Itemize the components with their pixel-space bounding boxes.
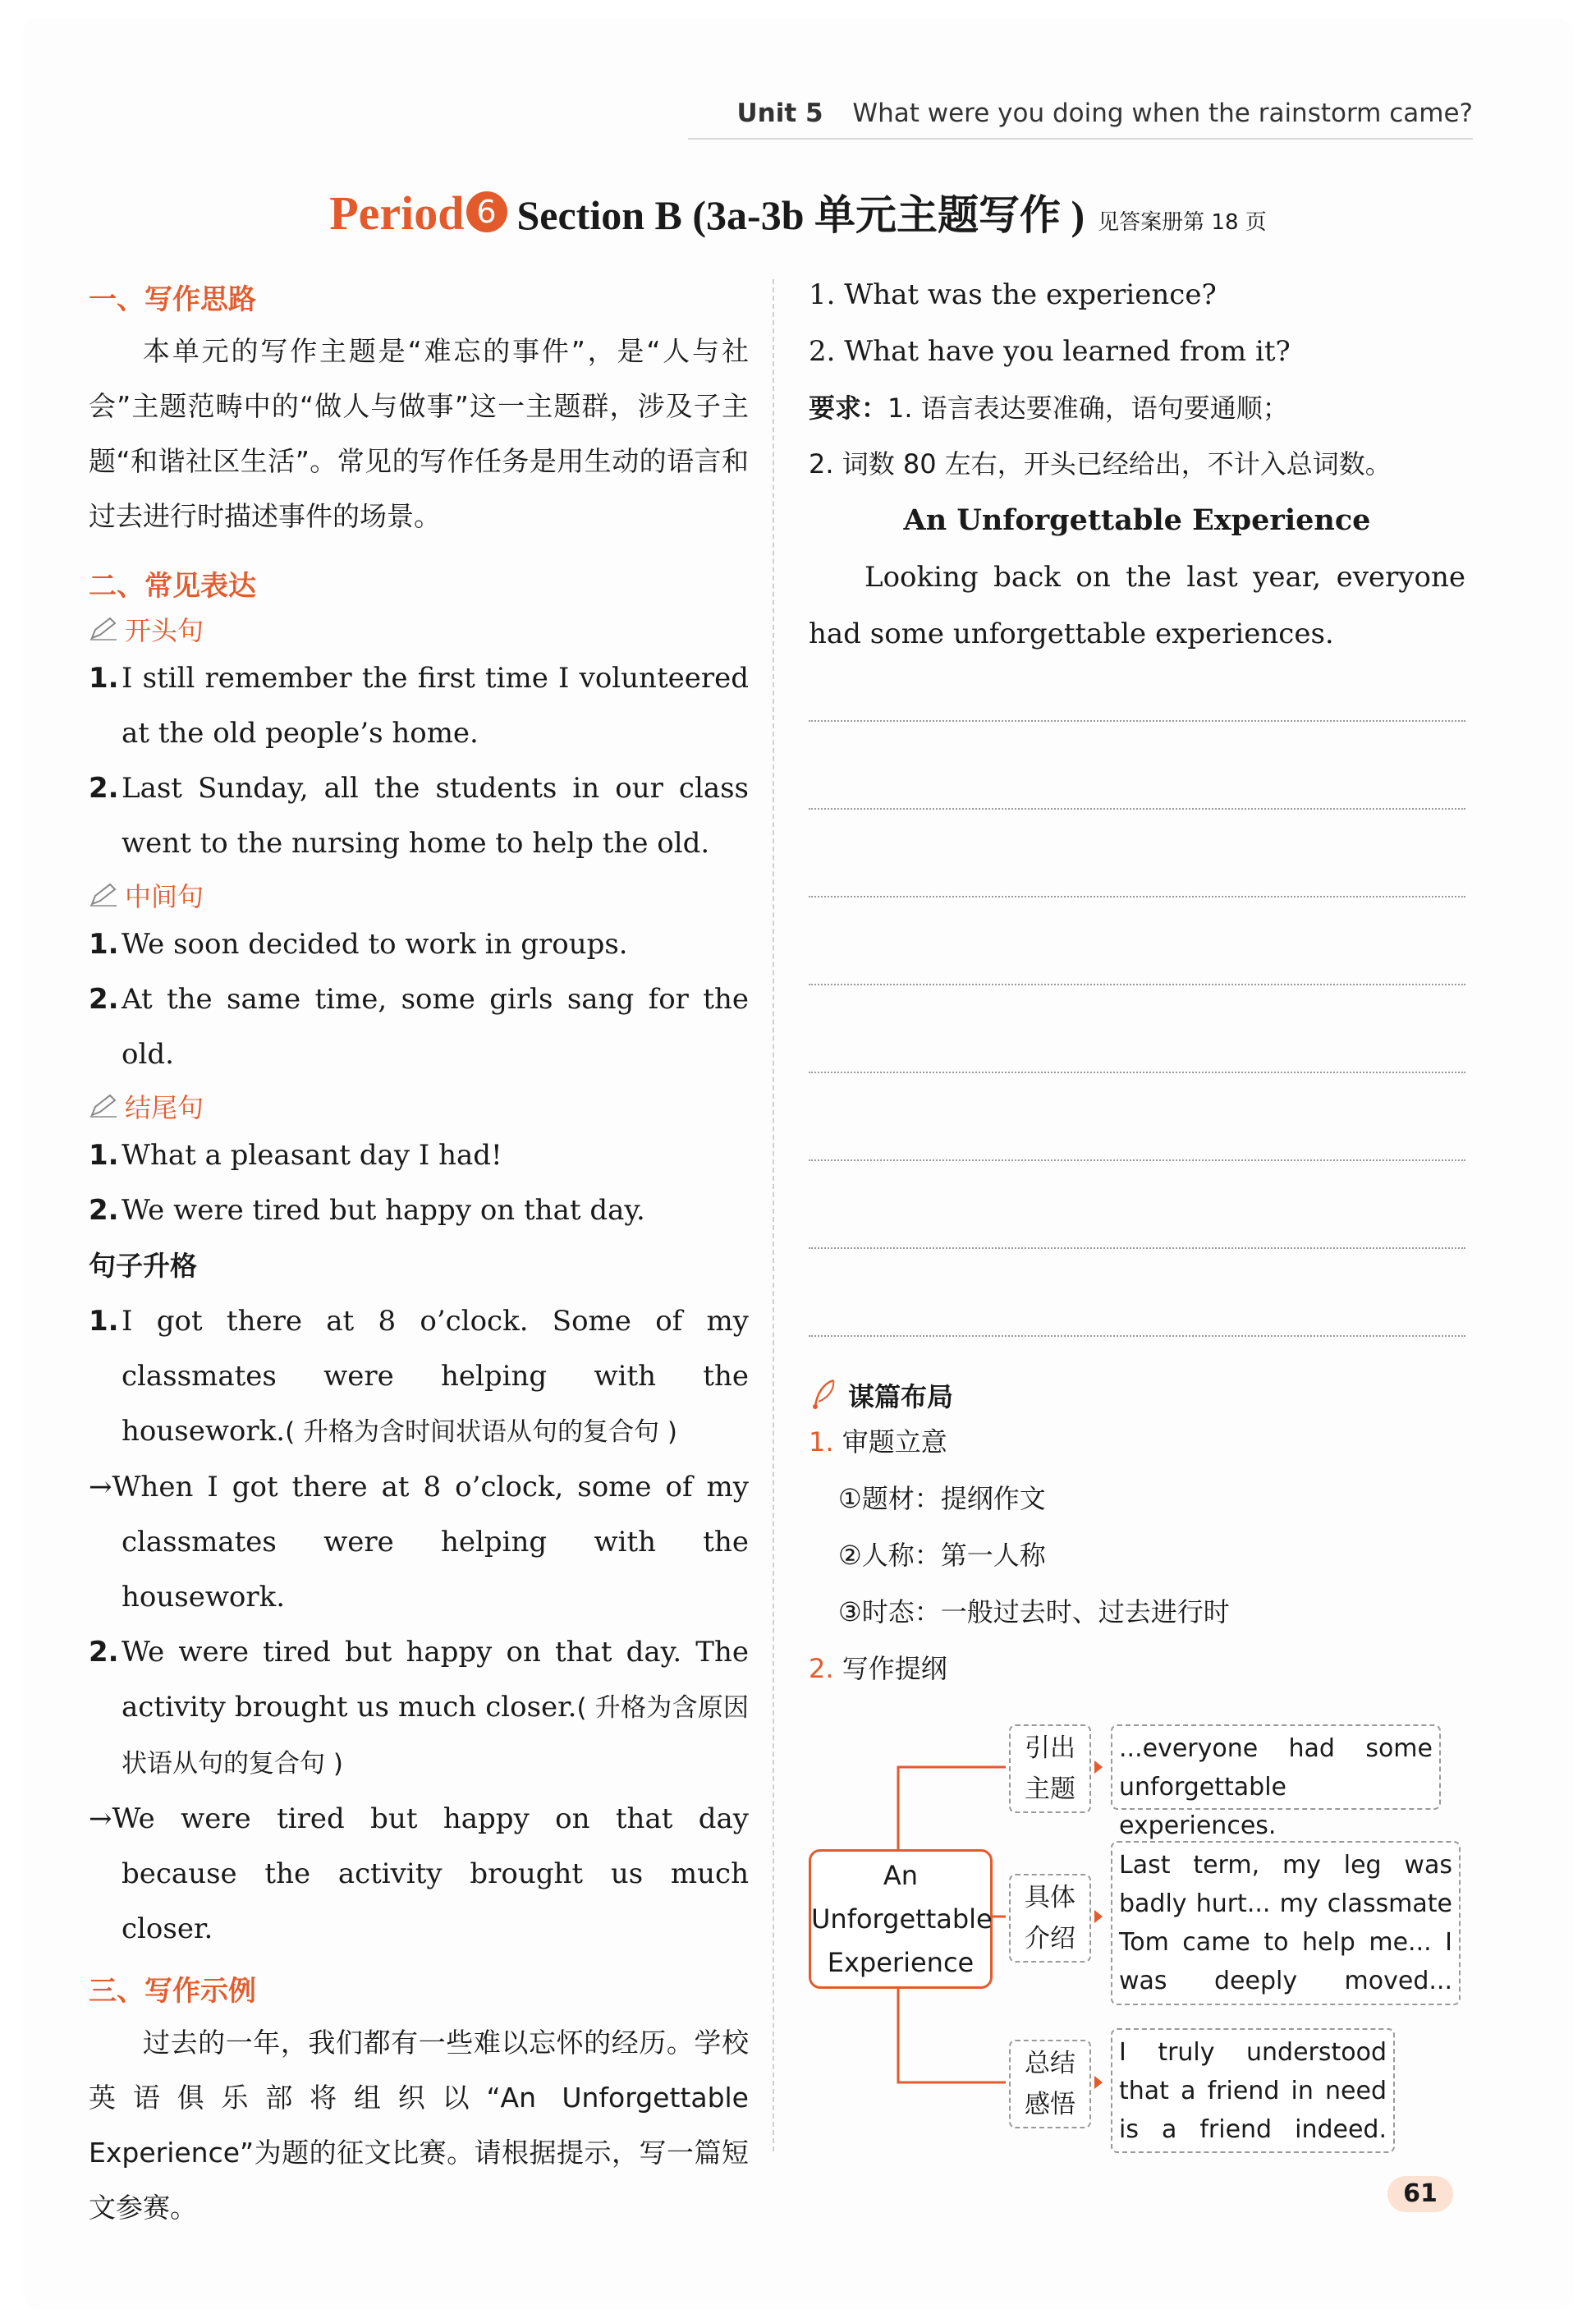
ending-sentences-label: 结尾句 bbox=[125, 1092, 204, 1123]
writing-example-heading: 三、写作示例 bbox=[89, 1975, 256, 2008]
item-number: 1. bbox=[89, 1305, 119, 1338]
node-label: 总结 bbox=[1025, 2049, 1075, 2078]
requirement-line bbox=[809, 380, 1465, 436]
item-number: 2. bbox=[89, 1636, 119, 1669]
right-column bbox=[809, 267, 1465, 1697]
node-text-line: badly hurt... my classmate bbox=[1119, 1889, 1452, 1918]
writing-example-paragraph: 过去的一年，我们都有一些难以忘怀的经历。学校英语俱乐部将组织以“An Unforgettable Experience”为题的征文比赛。请根据提示，写一篇短文参赛。 bbox=[89, 2027, 749, 2224]
period-label: Period bbox=[329, 186, 465, 240]
node-label: 主题 bbox=[1025, 1774, 1075, 1804]
item-text: I still remember the first time I volunteered at the old people’s home. bbox=[122, 662, 749, 750]
item-number: 2. bbox=[89, 1194, 119, 1227]
item-number: 2. bbox=[89, 983, 119, 1016]
step-label: 审题立意 bbox=[842, 1426, 947, 1458]
center-topic-box bbox=[809, 1849, 993, 1989]
center-topic-line: Unforgettable bbox=[811, 1903, 993, 1935]
writing-line[interactable] bbox=[809, 985, 1465, 1073]
center-topic-line: Experience bbox=[827, 1946, 975, 1978]
node-label: 感悟 bbox=[1025, 2090, 1075, 2119]
writing-line[interactable] bbox=[809, 1161, 1465, 1249]
left-column bbox=[89, 267, 749, 2235]
item-text: At the same time, some girls sang for the old. bbox=[122, 983, 749, 1071]
node-text-line: I truly understood bbox=[1119, 2038, 1387, 2067]
pencil-icon bbox=[89, 1094, 118, 1118]
list-item bbox=[89, 972, 749, 1082]
prompt-question: 2. What have you learned from it? bbox=[809, 335, 1291, 368]
planning-label: 谋篇布局 bbox=[848, 1381, 954, 1412]
essay-title: An Unforgettable Experience bbox=[903, 503, 1371, 537]
opening-sentences-label: 开头句 bbox=[125, 615, 204, 646]
node-summary bbox=[1009, 2040, 1091, 2128]
node-label: 介绍 bbox=[1025, 1924, 1075, 1953]
node-text-line: ...everyone had some bbox=[1119, 1734, 1433, 1763]
node-details-text bbox=[1111, 1841, 1461, 2005]
period-number-badge: 6 bbox=[466, 191, 507, 232]
prompt-question: 1. What was the experience? bbox=[809, 278, 1217, 311]
node-introduce-topic bbox=[1009, 1724, 1091, 1813]
upgrade-item bbox=[89, 1294, 749, 1460]
item-number: 2. bbox=[89, 772, 119, 805]
node-text-line: is a friend indeed. bbox=[1119, 2115, 1387, 2144]
column-divider bbox=[773, 279, 774, 2151]
item-note: ( 升格为含时间状语从句的复合句 ) bbox=[285, 1417, 677, 1447]
list-item bbox=[89, 651, 749, 761]
item-text: Last Sunday, all the students in our class went to the nursing home to help the old. bbox=[122, 772, 749, 860]
page-title bbox=[0, 182, 1596, 241]
step-2 bbox=[809, 1641, 1465, 1697]
node-details bbox=[1009, 1874, 1091, 1963]
middle-sentences-label: 中间句 bbox=[125, 881, 204, 912]
requirement-text: 1. 语言表达要准确，语句要通顺； bbox=[887, 393, 1289, 424]
upgrade-item bbox=[89, 1625, 749, 1792]
upgrade-answer: →We were tired but happy on that day because the activity brought us much closer. bbox=[89, 1802, 749, 1945]
list-item bbox=[89, 1183, 749, 1238]
node-summary-text bbox=[1111, 2028, 1395, 2153]
step-number: 2. bbox=[809, 1653, 834, 1684]
writing-idea-paragraph: 本单元的写作主题是“难忘的事件”，是“人与社会”主题范畴中的“做人与做事”这一主题群，涉及子主题“和谐社区生活”。常见的写作任务是用生动的语言和过去进行时描述事件的场景。 bbox=[89, 335, 749, 532]
essay-opening: Looking back on the last year, everyone had some unforgettable experiences. bbox=[809, 561, 1465, 650]
step-1 bbox=[809, 1414, 1465, 1471]
writing-line[interactable] bbox=[809, 810, 1465, 898]
page-number: 61 bbox=[1387, 2176, 1453, 2212]
answer-reference: 见答案册第 18 页 bbox=[1098, 210, 1267, 235]
node-introduce-text bbox=[1111, 1724, 1441, 1840]
item-number: 1. bbox=[89, 662, 119, 695]
section-title: Section B (3a-3b 单元主题写作 ) bbox=[516, 192, 1085, 238]
item-number: 1. bbox=[89, 1139, 119, 1172]
common-expressions-heading: 二、常见表达 bbox=[89, 570, 256, 603]
node-text-line: was deeply moved... bbox=[1119, 1967, 1452, 1995]
writing-line[interactable] bbox=[809, 898, 1465, 985]
item-text: I got there at 8 o’clock. Some of my classmates were helping with the housework. bbox=[122, 1305, 749, 1448]
node-text-line: that a friend in need bbox=[1119, 2077, 1387, 2105]
requirement-line-2: 2. 词数 80 左右，开头已经给出，不计入总词数。 bbox=[809, 448, 1392, 480]
node-text-line: unforgettable experiences. bbox=[1119, 1773, 1286, 1840]
node-label: 具体 bbox=[1025, 1883, 1075, 1912]
item-note: ( 升格为含原因状语从句的复合句 ) bbox=[122, 1693, 749, 1779]
middle-sentences-heading bbox=[89, 876, 749, 914]
unit-title: What were you doing when the rainstorm came? bbox=[852, 99, 1473, 128]
unit-label: Unit 5 bbox=[736, 99, 823, 128]
item-text: We were tired but happy on that day. The activity brought us much closer. bbox=[122, 1636, 749, 1724]
center-topic-line: An bbox=[883, 1859, 919, 1891]
writing-lines bbox=[809, 648, 1465, 1337]
writing-line[interactable] bbox=[809, 1249, 1465, 1337]
opening-sentences-heading bbox=[89, 610, 749, 648]
step-label: 写作提纲 bbox=[842, 1653, 947, 1684]
list-item bbox=[89, 761, 749, 871]
list-item bbox=[89, 917, 749, 972]
pencil-icon bbox=[89, 617, 118, 641]
step-number: 1. bbox=[809, 1426, 834, 1458]
sentence-upgrade-heading: 句子升格 bbox=[89, 1250, 197, 1282]
upgrade-answer: →When I got there at 8 o’clock, some of my classmates were helping with the housework. bbox=[89, 1471, 749, 1614]
step-1-item: ②人称：第一人称 bbox=[838, 1540, 1046, 1571]
quill-icon bbox=[809, 1379, 843, 1412]
writing-line[interactable] bbox=[809, 722, 1465, 810]
node-text-line: Tom came to help me... I bbox=[1119, 1928, 1452, 1957]
running-header bbox=[688, 99, 1474, 140]
node-label: 引出 bbox=[1025, 1733, 1075, 1763]
pencil-icon bbox=[89, 883, 118, 907]
list-item bbox=[89, 1128, 749, 1183]
planning-heading bbox=[809, 1376, 1465, 1414]
requirement-label: 要求： bbox=[809, 393, 888, 424]
outline-diagram bbox=[809, 1716, 1465, 2160]
item-number: 1. bbox=[89, 928, 119, 961]
item-text: We soon decided to work in groups. bbox=[122, 928, 628, 961]
writing-idea-heading: 一、写作思路 bbox=[89, 283, 256, 316]
step-1-item: ①题材：提纲作文 bbox=[838, 1483, 1046, 1514]
ending-sentences-heading bbox=[89, 1087, 749, 1125]
writing-line[interactable] bbox=[809, 1073, 1465, 1161]
item-text: We were tired but happy on that day. bbox=[122, 1194, 645, 1227]
step-1-item: ③时态：一般过去时、过去进行时 bbox=[838, 1596, 1230, 1627]
item-text: What a pleasant day I had! bbox=[122, 1139, 502, 1172]
node-text-line: Last term, my leg was bbox=[1119, 1851, 1452, 1880]
